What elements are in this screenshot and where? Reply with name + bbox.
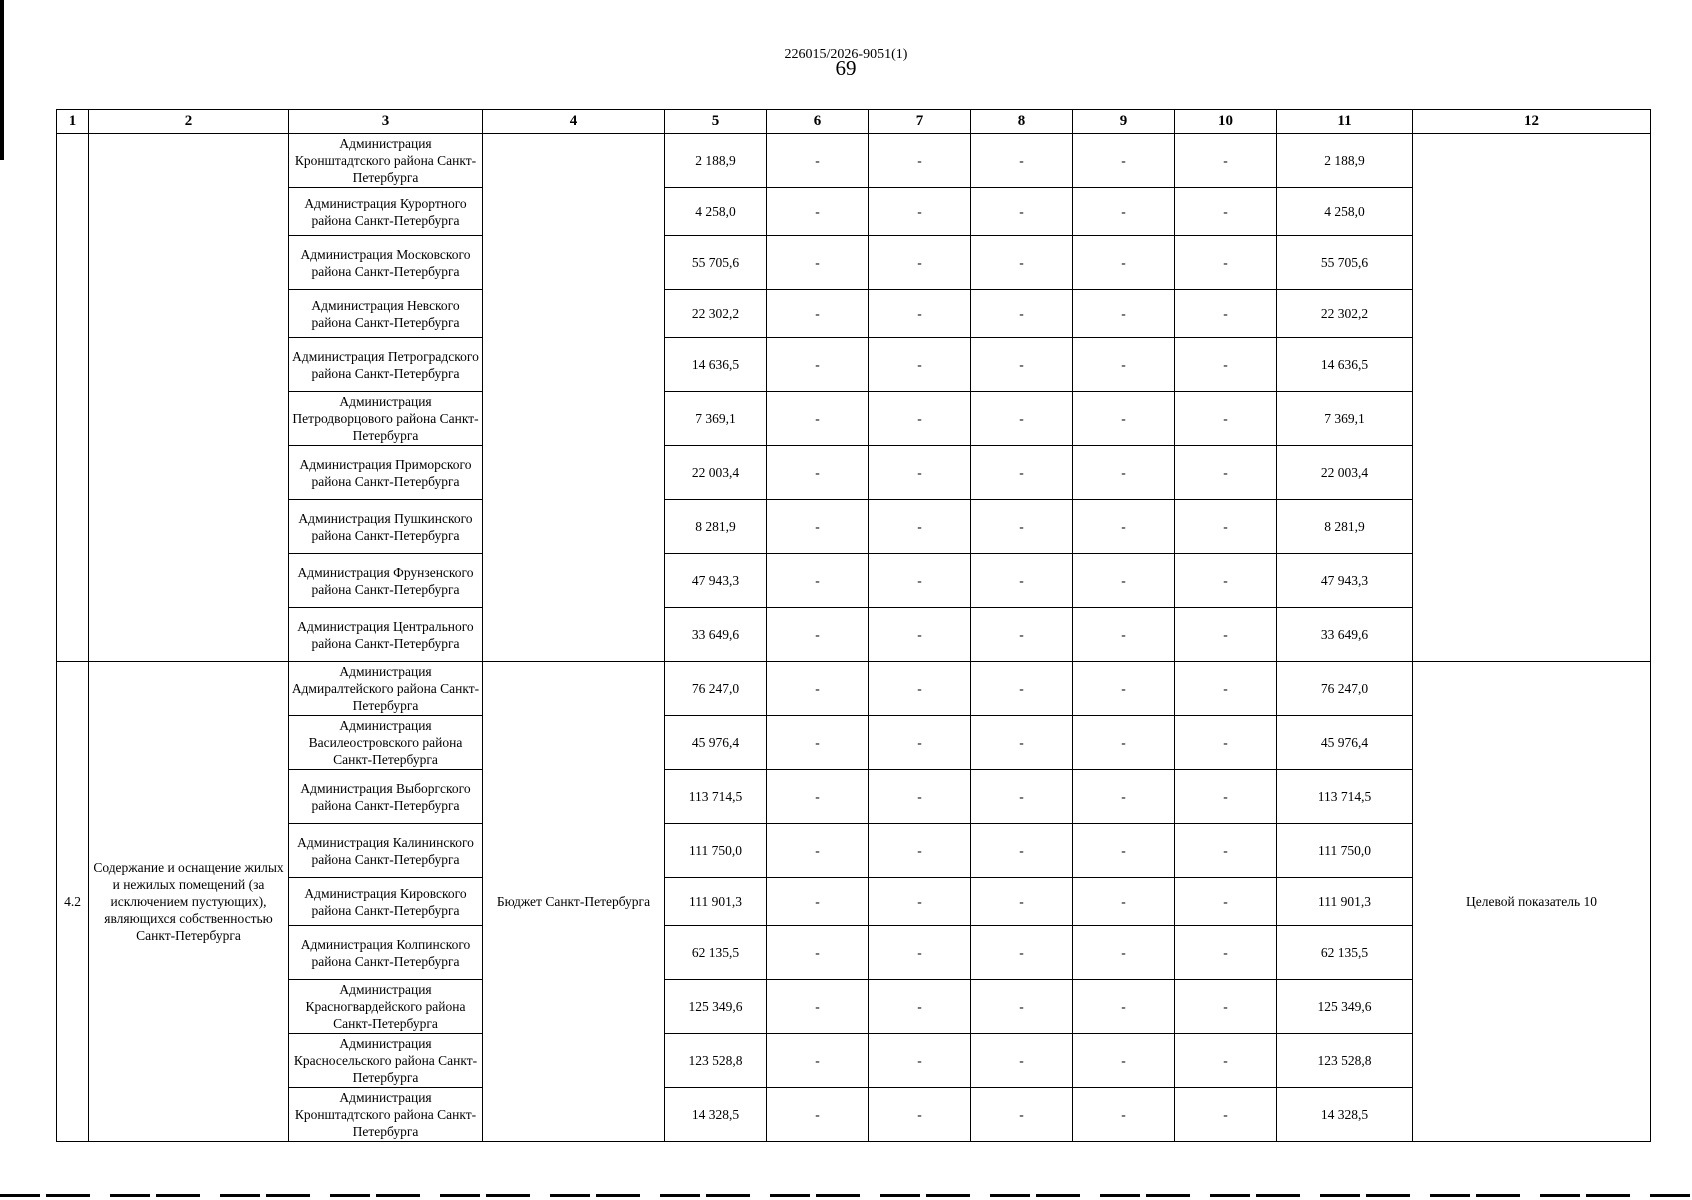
dash-cell: - xyxy=(869,878,971,926)
executor-cell: Администрация Красногвардейского района Санкт-Петербурга xyxy=(289,980,483,1034)
table-row xyxy=(57,824,1651,878)
dash-cell: - xyxy=(869,824,971,878)
dash-cell: - xyxy=(1073,392,1175,446)
dash-cell: - xyxy=(1073,608,1175,662)
dash-cell: - xyxy=(869,290,971,338)
dash-cell: - xyxy=(1073,500,1175,554)
dash-cell: - xyxy=(869,980,971,1034)
dash-cell: - xyxy=(869,134,971,188)
dash-cell: - xyxy=(1175,770,1277,824)
total-cell: 2 188,9 xyxy=(1277,134,1413,188)
dash-cell: - xyxy=(1073,716,1175,770)
dash-cell: - xyxy=(1175,392,1277,446)
amount-cell: 62 135,5 xyxy=(665,926,767,980)
executor-cell: Администрация Петроградского района Санкт-Петербурга xyxy=(289,338,483,392)
dash-cell: - xyxy=(1175,446,1277,500)
dash-cell: - xyxy=(869,608,971,662)
executor-cell: Администрация Выборгского района Санкт-Петербурга xyxy=(289,770,483,824)
dash-cell: - xyxy=(971,446,1073,500)
dash-cell: - xyxy=(767,770,869,824)
dash-cell: - xyxy=(767,878,869,926)
page-number: 69 xyxy=(835,56,857,80)
dash-cell: - xyxy=(869,716,971,770)
executor-cell: Администрация Адмиралтейского района Санкт-Петербурга xyxy=(289,662,483,716)
total-cell: 22 003,4 xyxy=(1277,446,1413,500)
dash-cell: - xyxy=(767,134,869,188)
dash-cell: - xyxy=(1073,1088,1175,1142)
dash-cell: - xyxy=(869,338,971,392)
dash-cell: - xyxy=(971,716,1073,770)
dash-cell: - xyxy=(767,1034,869,1088)
dash-cell: - xyxy=(1073,134,1175,188)
table-row xyxy=(57,770,1651,824)
dash-cell: - xyxy=(1073,1034,1175,1088)
dash-cell: - xyxy=(971,608,1073,662)
column-header: 11 xyxy=(1277,110,1413,134)
column-header: 5 xyxy=(665,110,767,134)
dash-cell: - xyxy=(869,554,971,608)
total-cell: 47 943,3 xyxy=(1277,554,1413,608)
table-row xyxy=(57,926,1651,980)
table-row xyxy=(57,338,1651,392)
table-row xyxy=(57,554,1651,608)
amount-cell: 14 328,5 xyxy=(665,1088,767,1142)
dash-cell: - xyxy=(971,134,1073,188)
amount-cell: 55 705,6 xyxy=(665,236,767,290)
table-row xyxy=(57,878,1651,926)
dash-cell: - xyxy=(971,1088,1073,1142)
amount-cell: 123 528,8 xyxy=(665,1034,767,1088)
dash-cell: - xyxy=(869,1034,971,1088)
item-number-cell xyxy=(57,134,89,662)
executor-cell: Администрация Василеостровского района Санкт-Петербурга xyxy=(289,716,483,770)
amount-cell: 22 003,4 xyxy=(665,446,767,500)
amount-cell: 22 302,2 xyxy=(665,290,767,338)
table-row xyxy=(57,608,1651,662)
dash-cell: - xyxy=(1073,926,1175,980)
total-cell: 7 369,1 xyxy=(1277,392,1413,446)
table-row xyxy=(57,446,1651,500)
funding-source-cell xyxy=(483,134,665,662)
dash-cell: - xyxy=(971,188,1073,236)
dash-cell: - xyxy=(767,236,869,290)
total-cell: 14 328,5 xyxy=(1277,1088,1413,1142)
scan-artifact-line xyxy=(0,1194,1692,1197)
executor-cell: Администрация Пушкинского района Санкт-Петербурга xyxy=(289,500,483,554)
table-row xyxy=(57,1034,1651,1088)
column-header: 10 xyxy=(1175,110,1277,134)
amount-cell: 14 636,5 xyxy=(665,338,767,392)
dash-cell: - xyxy=(1073,878,1175,926)
total-cell: 33 649,6 xyxy=(1277,608,1413,662)
dash-cell: - xyxy=(1073,446,1175,500)
document-number: 226015/2026-9051(1) xyxy=(784,47,908,62)
dash-cell: - xyxy=(767,662,869,716)
total-cell: 4 258,0 xyxy=(1277,188,1413,236)
amount-cell: 76 247,0 xyxy=(665,662,767,716)
dash-cell: - xyxy=(971,980,1073,1034)
dash-cell: - xyxy=(1175,662,1277,716)
dash-cell: - xyxy=(1175,134,1277,188)
dash-cell: - xyxy=(971,500,1073,554)
column-header: 4 xyxy=(483,110,665,134)
target-indicator-cell xyxy=(1413,134,1651,662)
table-row xyxy=(57,1088,1651,1142)
total-cell: 123 528,8 xyxy=(1277,1034,1413,1088)
total-cell: 45 976,4 xyxy=(1277,716,1413,770)
dash-cell: - xyxy=(971,770,1073,824)
dash-cell: - xyxy=(1073,290,1175,338)
executor-cell: Администрация Курортного района Санкт-Петербурга xyxy=(289,188,483,236)
dash-cell: - xyxy=(1073,338,1175,392)
amount-cell: 47 943,3 xyxy=(665,554,767,608)
dash-cell: - xyxy=(1175,1034,1277,1088)
dash-cell: - xyxy=(971,236,1073,290)
dash-cell: - xyxy=(971,878,1073,926)
dash-cell: - xyxy=(869,662,971,716)
total-cell: 62 135,5 xyxy=(1277,926,1413,980)
dash-cell: - xyxy=(767,926,869,980)
dash-cell: - xyxy=(767,1088,869,1142)
column-header: 9 xyxy=(1073,110,1175,134)
amount-cell: 45 976,4 xyxy=(665,716,767,770)
dash-cell: - xyxy=(971,392,1073,446)
total-cell: 55 705,6 xyxy=(1277,236,1413,290)
column-header: 8 xyxy=(971,110,1073,134)
dash-cell: - xyxy=(1073,980,1175,1034)
executor-cell: Администрация Петродворцового района Санкт-Петербурга xyxy=(289,392,483,446)
column-header: 3 xyxy=(289,110,483,134)
total-cell: 111 750,0 xyxy=(1277,824,1413,878)
dash-cell: - xyxy=(767,188,869,236)
total-cell: 113 714,5 xyxy=(1277,770,1413,824)
table-row xyxy=(57,188,1651,236)
executor-cell: Администрация Красносельского района Санкт-Петербурга xyxy=(289,1034,483,1088)
dash-cell: - xyxy=(1175,716,1277,770)
column-header: 7 xyxy=(869,110,971,134)
executor-cell: Администрация Калининского района Санкт-Петербурга xyxy=(289,824,483,878)
dash-cell: - xyxy=(1175,926,1277,980)
dash-cell: - xyxy=(869,500,971,554)
column-header: 1 xyxy=(57,110,89,134)
dash-cell: - xyxy=(1073,188,1175,236)
dash-cell: - xyxy=(1073,236,1175,290)
dash-cell: - xyxy=(1175,1088,1277,1142)
dash-cell: - xyxy=(767,290,869,338)
executor-cell: Администрация Колпинского района Санкт-Петербурга xyxy=(289,926,483,980)
table-row xyxy=(57,236,1651,290)
dash-cell: - xyxy=(1175,236,1277,290)
dash-cell: - xyxy=(869,236,971,290)
budget-table xyxy=(56,109,1651,1142)
dash-cell: - xyxy=(1175,980,1277,1034)
executor-cell: Администрация Приморского района Санкт-Петербурга xyxy=(289,446,483,500)
executor-cell: Администрация Кронштадтского района Санкт-Петербурга xyxy=(289,1088,483,1142)
amount-cell: 8 281,9 xyxy=(665,500,767,554)
column-number-row xyxy=(57,110,1651,134)
column-header: 6 xyxy=(767,110,869,134)
dash-cell: - xyxy=(1073,770,1175,824)
dash-cell: - xyxy=(869,1088,971,1142)
dash-cell: - xyxy=(869,392,971,446)
executor-cell: Администрация Московского района Санкт-Петербурга xyxy=(289,236,483,290)
table-row xyxy=(57,290,1651,338)
dash-cell: - xyxy=(1175,290,1277,338)
amount-cell: 111 750,0 xyxy=(665,824,767,878)
total-cell: 22 302,2 xyxy=(1277,290,1413,338)
dash-cell: - xyxy=(767,980,869,1034)
total-cell: 125 349,6 xyxy=(1277,980,1413,1034)
dash-cell: - xyxy=(1175,608,1277,662)
dash-cell: - xyxy=(1175,554,1277,608)
dash-cell: - xyxy=(1073,662,1175,716)
total-cell: 14 636,5 xyxy=(1277,338,1413,392)
table-row xyxy=(57,392,1651,446)
dash-cell: - xyxy=(971,338,1073,392)
dash-cell: - xyxy=(1175,824,1277,878)
dash-cell: - xyxy=(767,446,869,500)
total-cell: 76 247,0 xyxy=(1277,662,1413,716)
dash-cell: - xyxy=(869,770,971,824)
dash-cell: - xyxy=(971,926,1073,980)
executor-cell: Администрация Кронштадтского района Санкт-Петербурга xyxy=(289,134,483,188)
dash-cell: - xyxy=(971,1034,1073,1088)
dash-cell: - xyxy=(767,338,869,392)
executor-cell: Администрация Невского района Санкт-Петербурга xyxy=(289,290,483,338)
dash-cell: - xyxy=(869,446,971,500)
dash-cell: - xyxy=(971,290,1073,338)
dash-cell: - xyxy=(1073,824,1175,878)
dash-cell: - xyxy=(767,608,869,662)
dash-cell: - xyxy=(1175,878,1277,926)
column-header: 12 xyxy=(1413,110,1651,134)
item-number-cell: 4.2 xyxy=(57,662,89,1142)
total-cell: 111 901,3 xyxy=(1277,878,1413,926)
amount-cell: 7 369,1 xyxy=(665,392,767,446)
amount-cell: 113 714,5 xyxy=(665,770,767,824)
amount-cell: 4 258,0 xyxy=(665,188,767,236)
amount-cell: 125 349,6 xyxy=(665,980,767,1034)
amount-cell: 111 901,3 xyxy=(665,878,767,926)
table-row xyxy=(57,134,1651,188)
dash-cell: - xyxy=(971,554,1073,608)
target-indicator-cell: Целевой показатель 10 xyxy=(1413,662,1651,1142)
dash-cell: - xyxy=(767,500,869,554)
dash-cell: - xyxy=(869,188,971,236)
table-row xyxy=(57,716,1651,770)
column-header: 2 xyxy=(89,110,289,134)
activity-cell xyxy=(89,134,289,662)
dash-cell: - xyxy=(869,926,971,980)
dash-cell: - xyxy=(767,392,869,446)
dash-cell: - xyxy=(1073,554,1175,608)
dash-cell: - xyxy=(767,554,869,608)
table-row xyxy=(57,500,1651,554)
dash-cell: - xyxy=(1175,500,1277,554)
table-row xyxy=(57,662,1651,716)
executor-cell: Администрация Фрунзенского района Санкт-Петербурга xyxy=(289,554,483,608)
dash-cell: - xyxy=(767,824,869,878)
amount-cell: 2 188,9 xyxy=(665,134,767,188)
dash-cell: - xyxy=(1175,338,1277,392)
activity-cell: Содержание и оснащение жилых и нежилых помещений (за исключением пустующих), являющихся собственностью Санкт-Петербурга xyxy=(89,662,289,1142)
amount-cell: 33 649,6 xyxy=(665,608,767,662)
dash-cell: - xyxy=(971,824,1073,878)
dash-cell: - xyxy=(767,716,869,770)
funding-source-cell: Бюджет Санкт-Петербурга xyxy=(483,662,665,1142)
total-cell: 8 281,9 xyxy=(1277,500,1413,554)
executor-cell: Администрация Кировского района Санкт-Петербурга xyxy=(289,878,483,926)
table-row xyxy=(57,980,1651,1034)
scan-edge-mark xyxy=(0,0,4,160)
executor-cell: Администрация Центрального района Санкт-Петербурга xyxy=(289,608,483,662)
dash-cell: - xyxy=(1175,188,1277,236)
dash-cell: - xyxy=(971,662,1073,716)
